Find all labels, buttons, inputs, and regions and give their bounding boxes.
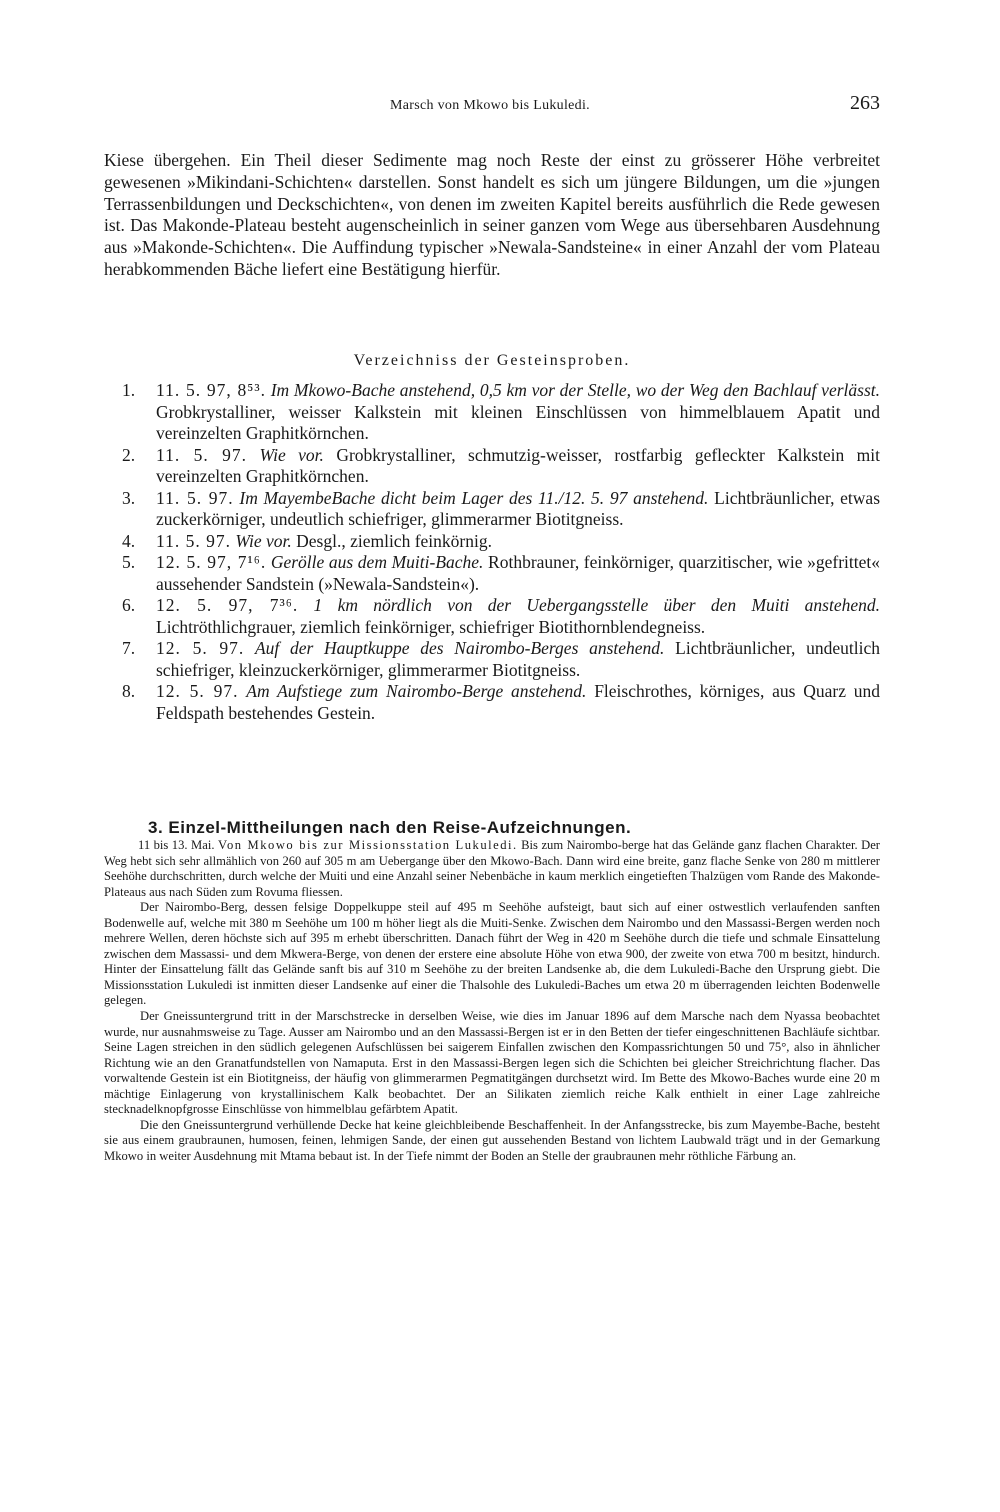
sample-item: [104, 445, 880, 488]
sample-location: Auf der Hauptkuppe des Nairombo-Berges anstehend.: [254, 638, 665, 658]
sample-description: Lichtbräunlicher, etwas zuckerkörniger, undeutlich schiefriger, glimmerarmer Biotitgneiss.: [156, 487, 881, 529]
sample-item: [104, 531, 880, 553]
report-date-range: 11 bis 13. Mai.: [138, 838, 215, 852]
sample-description: Grobkrystalliner, weisser Kalkstein mit kleinen Einschlüssen von himmelblauem Apatit und vereinzelten Graphitkörnchen.: [156, 401, 880, 443]
sample-location: Wie vor.: [259, 444, 324, 465]
sample-item: [104, 488, 880, 531]
sample-item: [104, 681, 880, 724]
report-paragraph-3: Der Gneissuntergrund tritt in der Marschstrecke in derselben Weise, wie dies im Januar 1896 auf dem Marsche nach dem Nyassa beobachtet wurde, nur ausnahmsweise zu Tage. Ausser am Nairombo und an den Massassi-Bergen ist er in den Betten der tiefer eingeschnittenen Bachläufe sichtbar. Seine Lagen streichen in den südlich gelegenen Aufschlüssen bei saigerem Einfallen zwischen den Kompassrichtungen 50 und 75°, also in ähnlicher Richtung wie an den Granatfundstellen von Namaputa. Erst in den Massassi-Bergen legen sich die Schichten bei gleicher Streichrichtung flacher. Das vorwaltende Gestein ist ein Biotitgneiss, der häufig von glimmerarmen Pegmatitgängen durchsetzt wird. Im Bette des Mkowo-Baches wurde eine 20 m mächtige Einlagerung von krystallinischem Kalk beobachtet. Der an Silikaten ziemlich reiche Kalk enthielt in einer Lage zahlreiche stecknadelknopfgrosse Einschlüsse von himmelblau gefärbtem Apatit.: [104, 1009, 880, 1117]
sample-date: 12. 5. 97, 7¹⁶.: [156, 552, 267, 572]
sample-location: Wie vor.: [235, 530, 292, 551]
sample-date: 12. 5. 97.: [156, 638, 245, 658]
sample-item: [104, 638, 880, 681]
report-route-title: Von Mkowo bis zur Missionsstation Lukuledi.: [217, 838, 518, 852]
page-number: 263: [850, 92, 880, 114]
report-paragraph-1: [104, 838, 880, 900]
sample-list: [104, 380, 880, 724]
sample-date: 12. 5. 97.: [156, 681, 239, 701]
section-heading: Verzeichniss der Gesteinsproben.: [353, 352, 631, 369]
sample-date: 11. 5. 97, 8⁵³.: [156, 380, 266, 400]
report-paragraph-2: Der Nairombo-Berg, dessen felsige Doppelkuppe steil auf 495 m Seehöhe aufsteigt, baut sich auf einer ostwestlich verlaufenden sanften Bodenwelle auf, welche mit 380 m Seehöhe um 100 m höher liegt als die Muiti-Senke. Zwischen dem Nairombo und den Massassi-Bergen werden noch mehrere Wellen, deren höchste sich auf 395 m erhebt überschritten. Danach führt der Weg in 420 m Seehöhe durch die tiefe und schmale Einsattelung zwischen dem Massassi- und dem Mkwera-Berge, von denen der erstere eine absolute Höhe von etwa 900, der zweite von etwa 700 m besitzt, hindurch. Hinter der Einsattelung fällt das Gelände sanft bis auf 310 m Seehöhe zu der breiten Landsenke ab, die dem Lukuledi-Bache den Ursprung giebt. Die Missionsstation Lukuledi ist inmitten dieser Landsenke auf einer die Thalsohle des Lukuledi-Baches um etwa 20 m überragenden leichten Bodenwelle gelegen.: [104, 900, 880, 1008]
report-paragraph-1-text: Bis zum Nairombo-berge hat das Gelände ganz flachen Charakter. Der Weg hebt sich sehr allmählich von 260 auf 305 m am Uebergange über den Mkowo-Bach. Dann wird eine breite, ganz flache Senke von 280 m mittlerer Seehöhe durchschritten, durch welche der Muiti und eine Anzahl seiner Nebenbäche in kaum merklich eingetieften Thalzügen vom Rande des Makonde-Plateaus aus nach Süden zum Rovuma fliessen.: [104, 838, 880, 899]
sample-item: [104, 552, 880, 595]
sample-number: 2.: [122, 444, 136, 465]
sample-location: Im Mkowo-Bache anstehend, 0,5 km vor der Stelle, wo der Weg den Bachlauf verlässt.: [270, 380, 880, 400]
sample-number: 8.: [122, 681, 136, 701]
sample-number: 4.: [122, 530, 136, 551]
sample-date: 11. 5. 97.: [156, 530, 231, 551]
sample-date: 11. 5. 97.: [156, 487, 234, 508]
sample-description: Grobkrystalliner, schmutzig-weisser, rostfarbig gefleckter Kalkstein mit vereinzelten Graphitkörnchen.: [156, 444, 881, 486]
sample-description: Lichtröthlichgrauer, ziemlich feinkörniger, schiefriger Biotithornblendegneiss.: [156, 616, 706, 637]
running-title: Marsch von Mkowo bis Lukuledi.: [390, 98, 590, 113]
sample-description: Fleischrothes, körniges, aus Quarz und Feldspath bestehendes Gestein.: [156, 681, 881, 723]
sample-number: 5.: [122, 552, 136, 572]
sample-description: Rothbrauner, feinkörniger, quarzitischer, wie »gefrittet« aussehender Sandstein (»Newala-Sandstein«).: [156, 552, 881, 594]
sample-location: Gerölle aus dem Muiti-Bache.: [270, 552, 484, 572]
page-header: [100, 92, 880, 122]
report-text: [104, 838, 880, 1164]
chapter-heading: 3. Einzel-Mittheilungen nach den Reise-Aufzeichnungen.: [148, 818, 632, 837]
sample-location: Im MayembeBache dicht beim Lager des 11./12. 5. 97 anstehend.: [239, 487, 709, 508]
sample-description: Lichtbräunlicher, undeutlich schiefriger, kleinzuckerkörniger, glimmerarmer Biotitgneiss.: [156, 638, 880, 680]
sample-number: 3.: [122, 487, 136, 508]
sample-number: 7.: [122, 638, 136, 658]
intro-paragraph: Kiese übergehen. Ein Theil dieser Sedimente mag noch Reste der einst zu grösserer Höhe verbreitet gewesenen »Mikindani-Schichten« darstellen. Sonst handelt es sich um jüngere Bildungen, um die »jungen Terrassenbildungen und Deckschichten«, von denen im zweiten Kapitel bereits ausführlich die Rede gewesen ist. Das Makonde-Plateau besteht augenscheinlich in seiner ganzen vom Wege aus übersehbaren Ausdehnung aus »Makonde-Schichten«. Die Auffindung typischer »Newala-Sandsteine« in einer Anzahl der vom Plateau herabkommenden Bäche liefert eine Bestätigung hierfür.: [104, 150, 880, 279]
sample-item: [104, 380, 880, 445]
sample-location: 1 km nördlich von der Uebergangsstelle über den Muiti anstehend.: [313, 595, 880, 615]
sample-description: Desgl., ziemlich feinkörnig.: [296, 530, 492, 551]
sample-location: Am Aufstiege zum Nairombo-Berge anstehend.: [246, 681, 587, 701]
sample-item: [104, 595, 880, 638]
sample-date: 11. 5. 97.: [156, 444, 248, 465]
report-paragraph-4: Die den Gneissuntergrund verhüllende Decke hat keine gleichbleibende Beschaffenheit. In der Anfangsstrecke, bis zum Mayembe-Bache, besteht sie aus einem graubraunen, humosen, feinen, lehmigen Sande, der einen gut aussehenden Bestand von lichtem Laubwald trägt und in der Gemarkung Mkowo in weiter Ausdehnung mit Mtama bebaut ist. In der Tiefe nimmt der Boden an Stelle der graubraunen mehr röthliche Färbung an.: [104, 1117, 880, 1163]
intro-paragraph-block: [104, 150, 880, 281]
sample-number: 1.: [122, 380, 136, 400]
sample-date: 12. 5. 97, 7³⁶.: [156, 595, 299, 615]
sample-number: 6.: [122, 595, 136, 615]
